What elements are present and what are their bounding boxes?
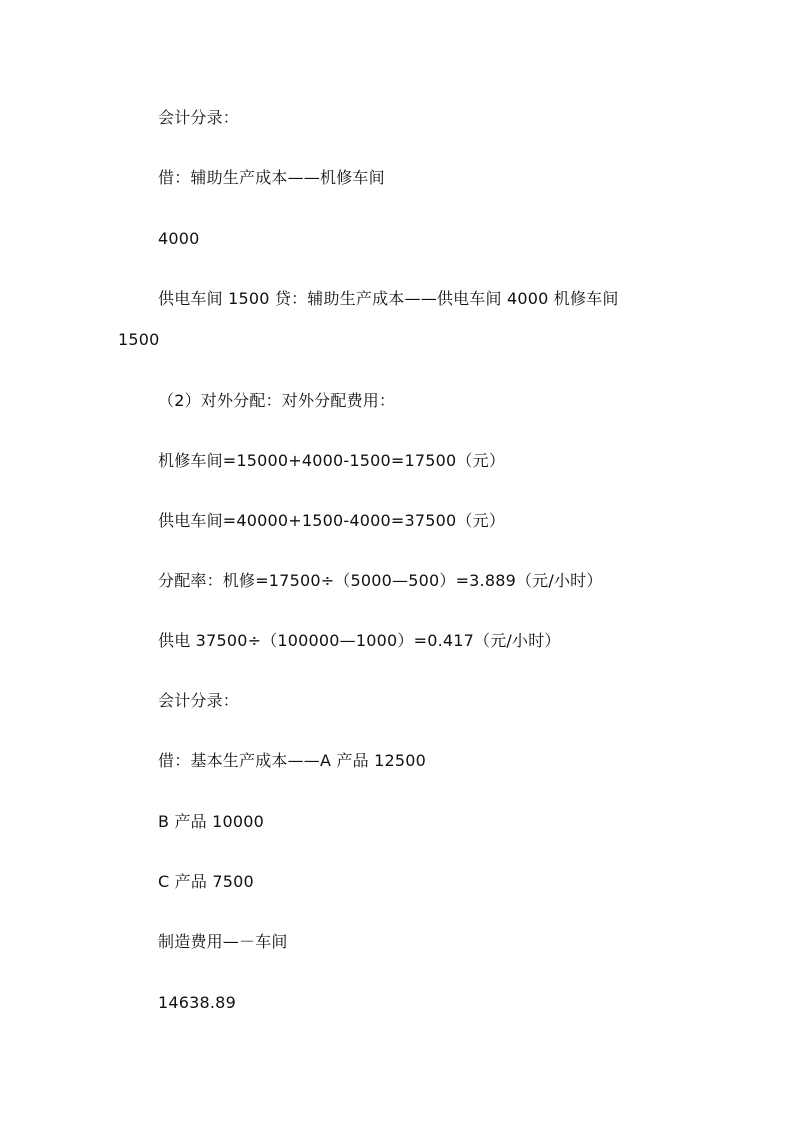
- product-b-line: B 产品 10000: [158, 812, 265, 831]
- allocation-rate-repair-line: 分配率：机修=17500÷（5000—500）=3.889（元/小时）: [158, 571, 603, 590]
- amount-line: 4000: [158, 229, 200, 248]
- section-heading-journal-entry: 会计分录：: [158, 108, 240, 127]
- wrapped-amount-line: 1500: [118, 330, 160, 349]
- power-workshop-cost-formula: 供电车间=40000+1500-4000=37500（元）: [158, 511, 506, 530]
- debit-line-repair-workshop: 借：辅助生产成本——机修车间: [158, 168, 385, 187]
- repair-workshop-cost-formula: 机修车间=15000+4000-1500=17500（元）: [158, 451, 506, 470]
- section-heading-journal-entry-2: 会计分录：: [158, 691, 240, 710]
- external-allocation-heading: （2）对外分配：对外分配费用：: [158, 391, 396, 410]
- debit-line-product-a: 借：基本生产成本——A 产品 12500: [158, 751, 427, 770]
- overhead-amount-line: 14638.89: [158, 993, 236, 1012]
- power-workshop-credit-line: 供电车间 1500 贷：辅助生产成本——供电车间 4000 机修车间: [158, 289, 619, 308]
- product-c-line: C 产品 7500: [158, 872, 254, 891]
- manufacturing-overhead-line: 制造费用—－车间: [158, 932, 288, 951]
- allocation-rate-power-line: 供电 37500÷（100000—1000）=0.417（元/小时）: [158, 631, 561, 650]
